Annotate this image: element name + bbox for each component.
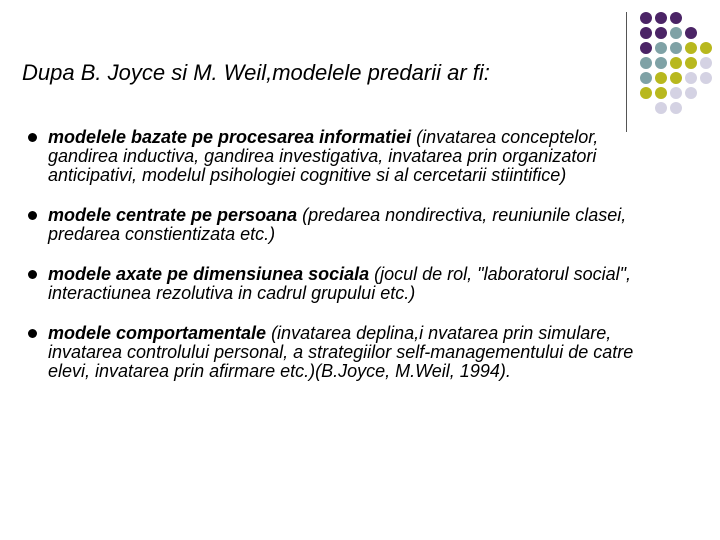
decorative-dot — [640, 42, 652, 54]
decorative-dot — [670, 42, 682, 54]
bullet-lead: modele centrate pe persoana — [48, 205, 298, 225]
decorative-dot — [640, 12, 652, 24]
decorative-dot — [685, 87, 697, 99]
bullet-icon — [28, 329, 37, 338]
bullet-icon — [28, 133, 37, 142]
bullet-text: (invatarea deplina,i nvatarea prin simulare, invatarea controlului personal, a strategiilor self-managementului de catre elevi, invatarea prin afirmare etc.)(B.Joyce, M.Weil, 1994). — [48, 323, 634, 381]
bullet-text: (jocul de rol, "laboratorul social", interactiunea rezolutiva in cadrul grupului etc.) — [48, 264, 632, 303]
decorative-dot — [670, 12, 682, 24]
bullet-text: (invatarea conceptelor, gandirea inductiva, gandirea investigativa, invatarea prin organizatori anticipativi, modelul psihologiei cognitive si al cercetarii stiintifice) — [48, 127, 599, 185]
decorative-dot — [670, 87, 682, 99]
decorative-dot — [700, 72, 712, 84]
bullet-list — [22, 128, 662, 381]
bullet-lead: modele comportamentale — [48, 323, 267, 343]
decorative-dot-grid — [640, 12, 720, 122]
decorative-dot — [640, 87, 652, 99]
decorative-dot — [670, 57, 682, 69]
bullet-item-person-centered — [22, 206, 662, 244]
vertical-divider — [626, 12, 627, 132]
decorative-dot — [700, 57, 712, 69]
decorative-dot — [655, 42, 667, 54]
bullet-item-social — [22, 265, 662, 303]
decorative-dot — [655, 102, 667, 114]
decorative-dot — [670, 27, 682, 39]
decorative-dot — [640, 72, 652, 84]
decorative-dot — [655, 12, 667, 24]
bullet-lead: modelele bazate pe procesarea informatiei — [48, 127, 412, 147]
bullet-icon — [28, 211, 37, 220]
decorative-dot — [685, 27, 697, 39]
decorative-dot — [700, 42, 712, 54]
bullet-icon — [28, 270, 37, 279]
decorative-dot — [640, 27, 652, 39]
decorative-dot — [670, 102, 682, 114]
bullet-item-behavioral — [22, 324, 662, 381]
decorative-dot — [655, 87, 667, 99]
decorative-dot — [655, 27, 667, 39]
slide-title: Dupa B. Joyce si M. Weil,modelele predarii ar fi: — [22, 60, 490, 85]
decorative-dot — [670, 72, 682, 84]
bullet-lead: modele axate pe dimensiunea sociala — [48, 264, 370, 284]
bullet-text: (predarea nondirectiva, reuniunile clasei, predarea constientizata etc.) — [48, 205, 627, 244]
decorative-dot — [685, 72, 697, 84]
bullet-item-information-processing — [22, 128, 662, 185]
decorative-dot — [640, 57, 652, 69]
decorative-dot — [685, 57, 697, 69]
decorative-dot — [685, 42, 697, 54]
decorative-dot — [655, 57, 667, 69]
decorative-dot — [655, 72, 667, 84]
